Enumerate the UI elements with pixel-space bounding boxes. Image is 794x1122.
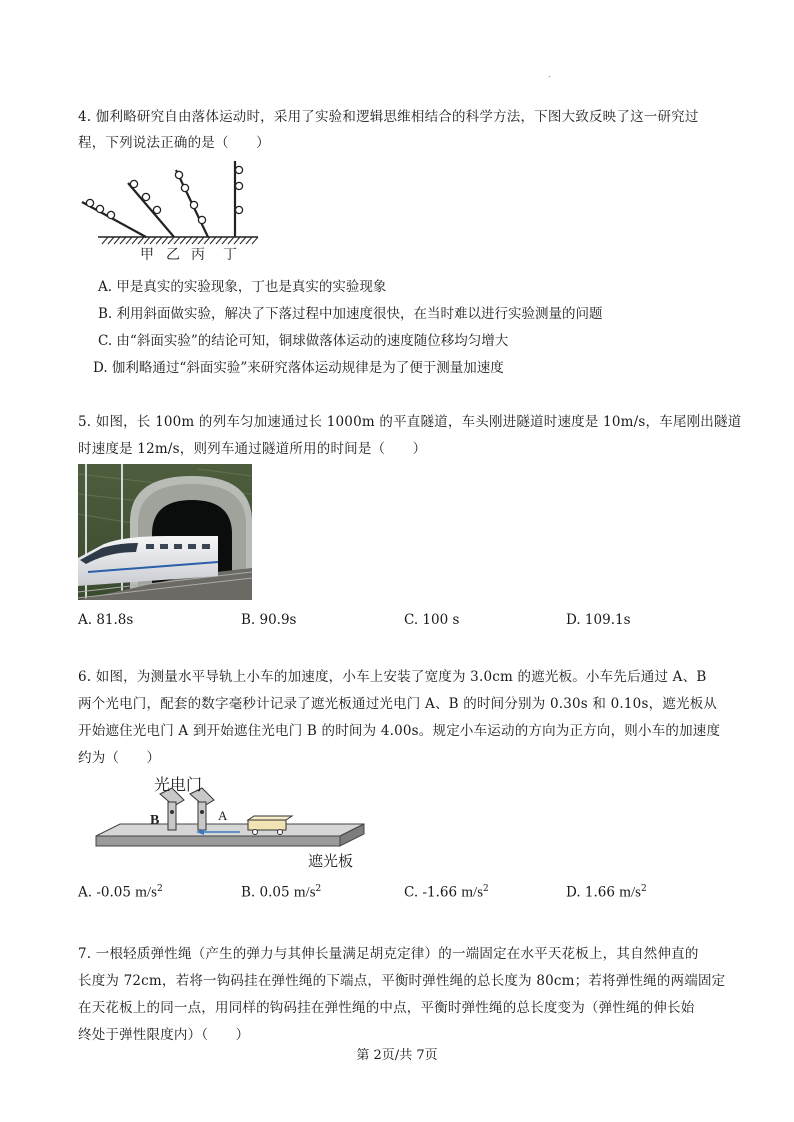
q4-option-d: D. 伽利略通过“斜面实验”来研究落体运动规律是为了便于测量加速度 — [93, 360, 504, 376]
q6-line-2: 两个光电门，配套的数字毫秒计记录了遮光板通过光电门 A、B 的时间分别为 0.30s 和 0.10s，遮光板从 — [78, 696, 718, 712]
q4-line-1: 4. 伽利略研究自由落体运动时，采用了实验和逻辑思维相结合的科学方法，下图大致反映了这一研究过 — [78, 109, 699, 125]
train-tunnel-photo — [78, 464, 252, 600]
galileo-incline-figure — [78, 158, 268, 266]
photogate-title: 光电门 — [154, 777, 203, 794]
q4-option-c: C. 由“斜面实验”的结论可知，铜球做落体运动的速度随位移均匀增大 — [98, 333, 509, 349]
stray-dot: . — [548, 70, 551, 79]
q7-line-2: 长度为 72cm，若将一钩码挂在弹性绳的下端点，平衡时弹性绳的总长度为 80cm；若将弹性绳的两端固定 — [78, 973, 726, 989]
q5-option-d: D. 109.1s — [566, 612, 631, 628]
q6-option-a: A. -0.05 $m/s^2$ — [78, 884, 163, 901]
q6-line-1: 6. 如图，为测量水平导轨上小车的加速度，小车上安装了宽度为 3.0cm 的遮光板。小车先后通过 A、B — [78, 669, 707, 685]
q6-line-4: 约为（ ） — [78, 750, 161, 766]
label-bing: 丙 — [191, 247, 205, 263]
q6-option-d: D. 1.66 $m/s^2$ — [566, 884, 647, 901]
gate-b-label: B — [150, 813, 160, 828]
q7-line-3: 在天花板上的同一点，用同样的钩码挂在弹性绳的中点，平衡时弹性绳的总长度变为（弹性绳的伸长始 — [78, 1000, 695, 1016]
label-ding: 丁 — [223, 247, 237, 263]
q7-line-4: 终处于弹性限度内）（ ） — [78, 1027, 250, 1043]
label-yi: 乙 — [166, 247, 180, 263]
q5-option-a: A. 81.8s — [78, 612, 134, 628]
q6-option-c: C. -1.66 $m/s^2$ — [404, 884, 489, 901]
q6-line-3: 开始遮住光电门 A 到开始遮住光电门 B 的时间为 4.00s。规定小车运动的方向为正方向，则小车的加速度 — [78, 723, 721, 739]
q6-option-b: B. 0.05 $m/s^2$ — [241, 884, 322, 901]
q5-line-1: 5. 如图，长 100m 的列车匀加速通过长 1000m 的平直隧道，车头刚进隧道时速度是 10m/s，车尾刚出隧道 — [78, 414, 742, 430]
q4-line-2: 程，下列说法正确的是（ ） — [78, 135, 270, 151]
q5-option-c: C. 100 s — [404, 612, 460, 628]
q5-option-b: B. 90.9s — [241, 612, 297, 628]
shade-board-label: 遮光板 — [308, 853, 354, 870]
q7-line-1: 7. 一根轻质弹性绳（产生的弹力与其伸长量满足胡克定律）的一端固定在水平天花板上，其自然伸直的 — [78, 946, 699, 962]
label-jia: 甲 — [140, 247, 154, 263]
q4-option-a: A. 甲是真实的实验现象，丁也是真实的实验现象 — [98, 279, 387, 295]
gate-a-label: A — [218, 808, 228, 823]
q4-option-b: B. 利用斜面做实验，解决了下落过程中加速度很快，在当时难以进行实验测量的问题 — [98, 306, 603, 322]
photogate-figure — [92, 772, 382, 872]
q5-line-2: 时速度是 12m/s，则列车通过隧道所用的时间是（ ） — [78, 441, 427, 457]
page-footer: 第 2页/共 7页 — [356, 1048, 438, 1063]
